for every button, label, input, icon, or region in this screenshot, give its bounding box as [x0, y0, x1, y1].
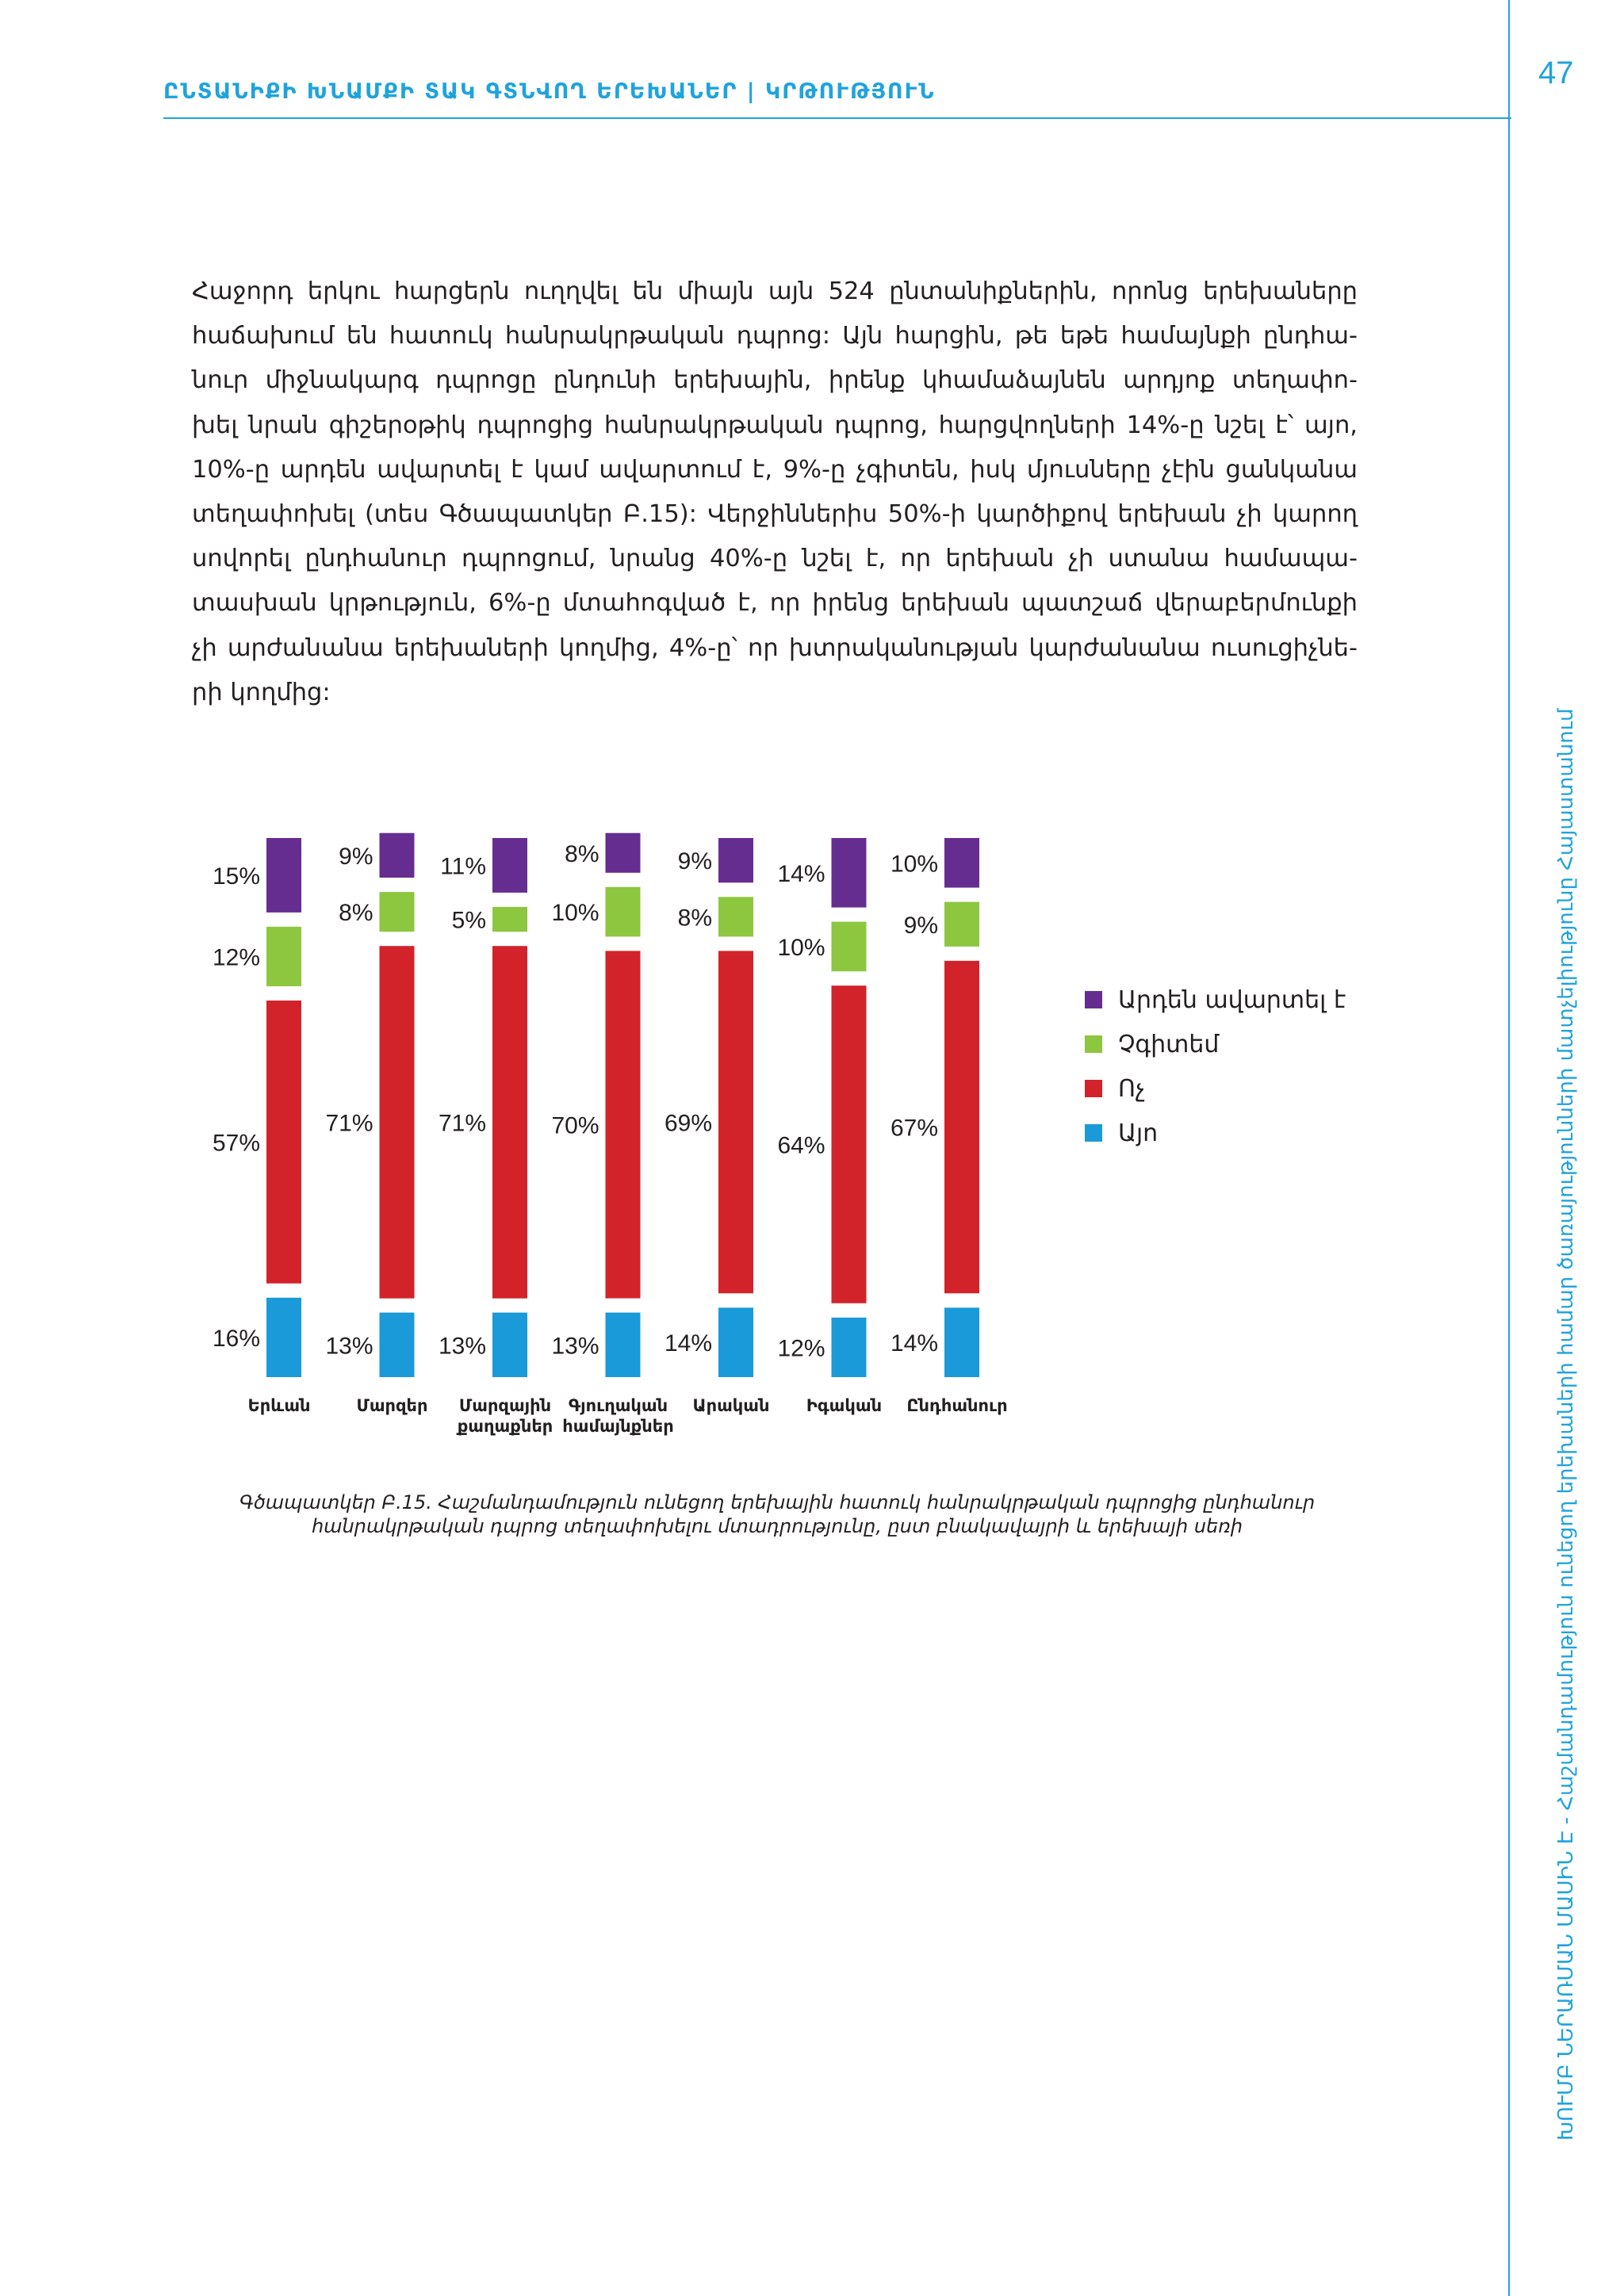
bar-segment-no [718, 951, 753, 1293]
data-label-yes: 16% [212, 1325, 260, 1352]
bar-segment-no [266, 1001, 301, 1284]
data-label-no: 69% [664, 1110, 712, 1137]
data-label-already: 8% [565, 840, 599, 867]
body-line: Հաջորդ երկու հարցերն ուղղվել են միայն այն 524 ընտանիքներին, որոնց երեխաները [192, 277, 1358, 305]
legend-swatch-already [1085, 991, 1102, 1008]
bar-segment-yes [832, 1318, 867, 1377]
data-label-already: 9% [677, 848, 712, 875]
category-label: Արական [692, 1396, 770, 1415]
bar-segment-no [832, 985, 867, 1303]
body-line: խել նրան գիշերօթիկ դպրոցից հանրակրթական դպրոց, հարցվողների 14%-ը նշել է՝ այո, [192, 411, 1358, 439]
legend-swatch-dont_know [1085, 1035, 1102, 1053]
data-label-dont_know: 9% [903, 912, 938, 939]
legend-label-yes: Այո [1118, 1119, 1159, 1147]
bar-segment-yes [266, 1298, 301, 1377]
legend-label-dont_know: Չգիտեմ [1118, 1031, 1220, 1058]
data-label-dont_know: 8% [339, 900, 373, 927]
bar-segment-yes [944, 1307, 979, 1377]
category-label: համայնքներ [562, 1417, 674, 1436]
legend-label-no: Ոչ [1118, 1075, 1146, 1103]
bar-segment-already [718, 838, 753, 882]
data-label-yes: 14% [890, 1330, 938, 1357]
category-label: Գյուղական [568, 1396, 668, 1415]
data-label-dont_know: 8% [677, 905, 712, 932]
data-label-already: 15% [212, 863, 260, 890]
body-line: չի արժանանա երեխաների կողմից, 4%-ը՝ որ խտրականության կարժանանա ուսուցիչնե- [192, 633, 1358, 662]
bar-segment-dont_know [944, 902, 979, 947]
category-label: Մարզեր [356, 1396, 428, 1415]
bar-segment-yes [492, 1313, 527, 1377]
data-label-no: 70% [551, 1112, 599, 1139]
bar-segment-dont_know [266, 927, 301, 986]
figure-caption: Գծապատկեր Բ.15. Հաշմանդամություն ունեցող երեխային հատուկ հանրակրթական դպրոցից ընդհանուր հանրակրթական դպրոց տեղափոխելու մտադրությունը, ըստ բնակավայրի և երեխայի սեռի [239, 1491, 1316, 1537]
bar-segment-dont_know [492, 907, 527, 932]
bar-segment-dont_know [380, 892, 415, 932]
data-label-already: 10% [890, 851, 938, 878]
bar-segment-no [606, 951, 641, 1298]
bar-segment-no [380, 946, 415, 1299]
category-label: քաղաքներ [457, 1417, 553, 1436]
body-line: տասխան կրթություն, 6%-ը մտահոգված է, որ իրենց երեխան պատշաճ վերաբերմունքի [192, 589, 1358, 618]
bar-segment-yes [380, 1313, 415, 1377]
bar-segment-yes [718, 1307, 753, 1377]
data-label-no: 67% [890, 1115, 938, 1142]
body-line: 10%-ը արդեն ավարտել է կամ ավարտում է, 9%-ը չգիտեն, իսկ մյուսները չէին ցանկանա [192, 455, 1358, 484]
data-label-yes: 14% [664, 1330, 712, 1357]
data-label-no: 64% [777, 1132, 825, 1159]
body-line: նուր միջնակարգ դպրոցը ընդունի երեխային, իրենք կհամաձայնեն արդյոք տեղափո- [192, 366, 1358, 395]
category-label: Ընդհանուր [906, 1396, 1008, 1415]
body-line: տեղափոխել (տես Գծապատկեր Բ.15): Վերջիններիս 50%-ի կարծիքով երեխան չի կարող [192, 500, 1358, 529]
data-label-already: 9% [339, 843, 373, 870]
data-label-dont_know: 5% [451, 907, 486, 934]
data-label-yes: 13% [438, 1333, 486, 1360]
running-header: ԸՆՏԱՆԻՔԻ ԽՆԱՄՔԻ ՏԱԿ ԳՏՆՎՈՂ ԵՐԵԽԱՆԵՐ | ԿՐԹՈՒԹՅՈՒՆ [163, 79, 936, 104]
data-label-no: 57% [212, 1130, 260, 1157]
bar-segment-dont_know [832, 922, 867, 972]
bar-segment-no [944, 961, 979, 1293]
bar-segment-dont_know [606, 887, 641, 937]
bar-segment-no [492, 946, 527, 1299]
bar-segment-already [944, 838, 979, 888]
legend-swatch-no [1085, 1080, 1102, 1097]
data-label-yes: 13% [325, 1333, 373, 1360]
body-line: րի կողմից: [192, 678, 331, 706]
data-label-yes: 12% [777, 1335, 825, 1362]
legend-swatch-yes [1085, 1124, 1102, 1142]
bar-segment-already [380, 833, 415, 878]
legend-label-already: Արդեն ավարտել է [1118, 986, 1346, 1014]
data-label-dont_know: 10% [551, 900, 599, 927]
bar-segment-already [606, 833, 641, 873]
side-running-title: ԽՈՒՄԲ ՆԵՐԱՌՄԱՆ ՄԱՍԻՆ Է - Հաշմանդամություն ունեցող երեխաների համար ծառայությունների մատչելիությունը Հայաստանում [1554, 708, 1578, 2141]
data-label-dont_know: 12% [212, 944, 260, 971]
bar-segment-already [266, 838, 301, 913]
data-label-already: 14% [777, 860, 825, 887]
bar-segment-already [832, 838, 867, 908]
bar-segment-yes [606, 1313, 641, 1377]
data-label-dont_know: 10% [777, 934, 825, 961]
category-label: Երևան [247, 1396, 311, 1415]
data-label-no: 71% [438, 1110, 486, 1137]
body-line: հաճախում են հատուկ հանրակրթական դպրոց: Այն հարցին, թե եթե համայնքի ընդհա- [192, 322, 1358, 350]
category-label: Իգական [806, 1396, 883, 1415]
body-line: սովորել ընդհանուր դպրոցում, նրանց 40%-ը նշել է, որ երեխան չի ստանա համապա- [192, 545, 1358, 573]
page-number: 47 [1538, 55, 1574, 90]
data-label-yes: 13% [551, 1333, 599, 1360]
bar-segment-dont_know [718, 897, 753, 936]
bar-segment-already [492, 838, 527, 893]
category-label: Մարզային [458, 1396, 552, 1415]
data-label-already: 11% [440, 853, 486, 880]
data-label-no: 71% [325, 1110, 373, 1137]
